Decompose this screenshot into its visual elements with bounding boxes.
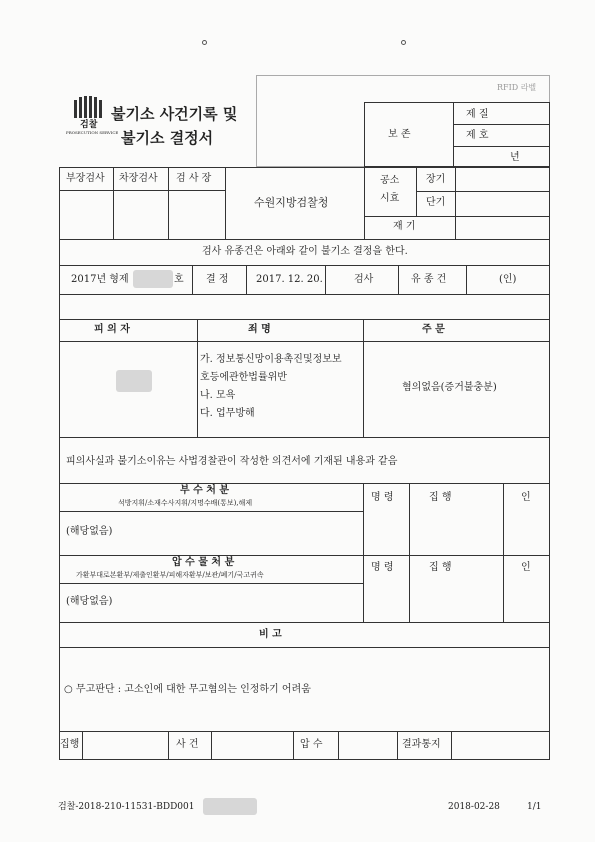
document-id: 검찰-2018-210-11531-BDD001 <box>58 802 195 812</box>
print-date: 2018-02-28 <box>448 802 500 812</box>
remarks-title: 비 고 <box>259 629 282 640</box>
retention-label: 보 존 <box>388 129 411 140</box>
disposition-text: 혐의없음(증거불충분) <box>402 382 497 393</box>
redacted-case-number <box>133 270 173 288</box>
punch-hole-right <box>401 40 406 45</box>
form-title-line1: 불기소 사건기록 및 <box>111 105 238 123</box>
ancillary-subtitle: 석방지휘/소재수사지휘/지명수배(통보),해제 <box>118 499 253 507</box>
ancillary-order-label: 명 령 <box>371 492 394 503</box>
short-term-label: 단기 <box>426 197 446 208</box>
facts-statement: 피의사실과 불기소이유는 사법경찰관이 작성한 의견서에 기재된 내용과 같음 <box>66 456 398 467</box>
page-number: 1/1 <box>527 802 542 812</box>
logo-text: 검찰 <box>80 120 98 130</box>
charge-item-3: 다. 업무방해 <box>200 408 255 419</box>
deputy-chief-label: 차장검사 <box>119 173 158 184</box>
rfid-label: RFID 라벨 <box>497 83 537 92</box>
chief-prosecutor-label: 부장검사 <box>66 173 105 184</box>
seized-person-label: 인 <box>521 562 531 573</box>
limitation-label-1: 공소 <box>380 175 400 186</box>
prosecutor-general-label: 검 사 장 <box>176 173 212 184</box>
long-term-label: 장기 <box>426 174 446 185</box>
ancillary-title: 부 수 처 분 <box>180 485 230 496</box>
charge-column-header: 죄 명 <box>248 324 271 335</box>
ancillary-person-label: 인 <box>521 492 531 503</box>
limitation-label-2: 시효 <box>380 193 400 204</box>
seized-title: 압 수 물 처 분 <box>172 557 235 568</box>
refile-label: 재 기 <box>393 221 416 232</box>
retention-years: 년 <box>510 152 520 163</box>
remarks-content: ○ 무고판단 : 고소인에 대한 무고혐의는 인정하기 어려움 <box>64 684 311 695</box>
disposition-column-header: 주 문 <box>422 324 445 335</box>
prosecutor-name: 유 종 건 <box>411 274 447 285</box>
case-number-suffix: 호 <box>174 274 184 285</box>
redacted-suspect-name <box>116 370 152 392</box>
punch-hole-left <box>202 40 207 45</box>
seized-execution-label: 집 행 <box>429 562 452 573</box>
decision-date: 2017. 12. 20. <box>256 274 323 285</box>
charge-item-1-cont: 호등에관한법률위반 <box>200 372 287 383</box>
case-footer-label: 사 건 <box>176 739 199 750</box>
retention-number: 제 호 <box>466 130 489 141</box>
suspect-column-header: 피 의 자 <box>94 324 130 335</box>
seized-subtitle: 가환부대로본환부/제출인환부/피해자환부/보관/폐기/국고귀속 <box>76 571 264 579</box>
decision-statement: 검사 유종건은 아래와 같이 불기소 결정을 한다. <box>202 246 408 257</box>
ancillary-execution-label: 집 행 <box>429 492 452 503</box>
decision-label: 결 정 <box>206 274 229 285</box>
prosecutor-label: 검사 <box>354 274 374 285</box>
retention-volume: 제 질 <box>466 109 489 120</box>
seal-mark: (인) <box>499 274 517 285</box>
execution-footer-label: 집행 <box>60 739 80 750</box>
seizure-footer-label: 압 수 <box>300 739 323 750</box>
charge-item-1: 가. 정보통신망이용촉진및정보보 <box>200 354 342 365</box>
office-name: 수원지방검찰청 <box>254 196 329 209</box>
charge-item-2: 나. 모욕 <box>200 390 236 401</box>
ancillary-content: (해당없음) <box>66 526 113 537</box>
form-title-line2: 불기소 결정서 <box>121 129 214 147</box>
logo-subtext: PROSECUTION SERVICE <box>66 130 119 135</box>
case-number: 2017년 형제 <box>71 274 129 285</box>
seized-order-label: 명 령 <box>371 562 394 573</box>
redacted-document-id <box>203 798 257 815</box>
seized-content: (해당없음) <box>66 596 113 607</box>
notice-footer-label: 결과통지 <box>402 739 441 750</box>
prosecution-logo <box>73 96 103 118</box>
